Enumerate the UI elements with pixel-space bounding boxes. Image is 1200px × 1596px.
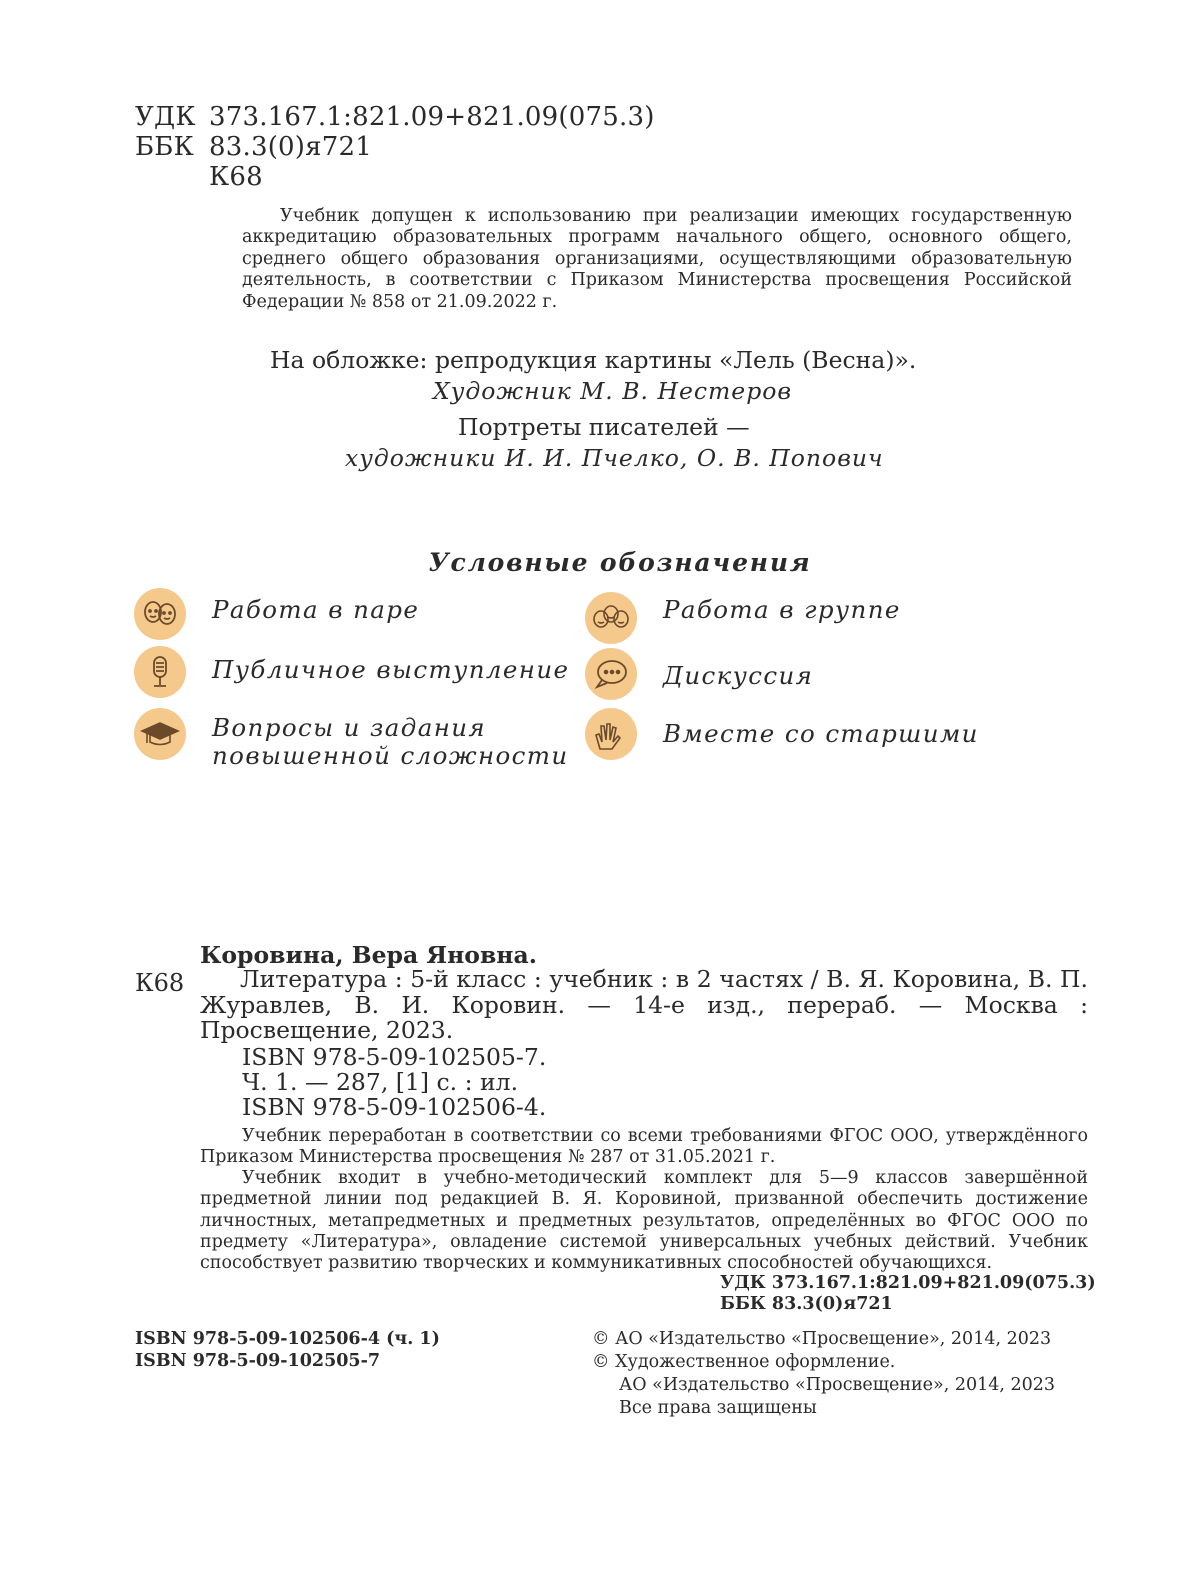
- legend-label-advanced: [212, 714, 569, 770]
- legend-label-pair: Работа в паре: [212, 595, 420, 624]
- annotation-bbk: ББК 83.3(0)я721: [720, 1294, 893, 1314]
- approval-text: Учебник допущен к использованию при реализации имеющих государственную аккредитацию образовательных программ начального общего, основного общего, среднего общего образования организациями, осуществляющими образовательную деятельность, в соответствии с Приказом Министерства просвещения Российской Федерации № 858 от 21.09.2022 г.: [242, 206, 1072, 312]
- legend-label-public: Публичное выступление: [212, 655, 570, 684]
- legend-label-group: Работа в группе: [663, 595, 901, 624]
- annotation-udk: УДК 373.167.1:821.09+821.09(075.3): [720, 1273, 1096, 1293]
- annotation-para1: Учебник переработан в соответствии со всеми требованиями ФГОС ООО, утверждённого Приказом Министерства просвещения № 287 от 31.05.2021 г.: [200, 1126, 1088, 1168]
- udk-line: [135, 102, 655, 132]
- pair-work-icon: [134, 588, 186, 640]
- footer-isbn-part: ISBN 978-5-09-102506-4 (ч. 1): [135, 1329, 440, 1349]
- bib-author: Коровина, Вера Яновна.: [200, 941, 537, 969]
- legend-label-advanced-line2: повышенной сложности: [212, 741, 569, 770]
- graduation-cap-icon: [134, 708, 186, 760]
- group-work-icon: [585, 592, 637, 644]
- bbk-line: [135, 132, 372, 162]
- bib-main: Литература : 5-й класс : учебник : в 2 частях / В. Я. Коровина, В. П. Журавлев, В. И. Коровин. — 14-е изд., перераб. — Москва : Просвещение, 2023.: [200, 965, 1088, 1044]
- footer-isbn-set: ISBN 978-5-09-102505-7: [135, 1351, 381, 1371]
- bib-part: Ч. 1. — 287, [1] с. : ил.: [242, 1068, 519, 1096]
- portraits-line: Портреты писателей —: [458, 413, 750, 441]
- legend-title: Условные обозначения: [428, 548, 812, 577]
- bbk-label: ББК: [135, 132, 194, 162]
- cover-line: На обложке: репродукция картины «Лель (Весна)».: [270, 346, 917, 374]
- bbk-value: 83.3(0)я721: [209, 132, 372, 162]
- annotation-para2: Учебник входит в учебно-методический комплект для 5—9 классов завершённой предметной линии под редакцией В. Я. Коровиной, призванной обеспечить достижение личностных, метапредметных и предметных результатов, определённых во ФГОС ООО по предмету «Литература», овладение системой универсальных учебных действий. Учебник способствует развитию творческих и коммуникативных способностей обучающихся.: [200, 1168, 1088, 1274]
- bib-isbn-part: ISBN 978-5-09-102506-4.: [242, 1093, 547, 1121]
- udk-value: 373.167.1:821.09+821.09(075.3): [209, 102, 655, 132]
- bib-isbn-set: ISBN 978-5-09-102505-7.: [242, 1043, 547, 1071]
- legend-label-discussion: Дискуссия: [663, 661, 814, 690]
- legend-label-elders: Вместе со старшими: [663, 719, 979, 748]
- udk-label: УДК: [135, 102, 196, 132]
- legend-label-advanced-line1: Вопросы и задания: [212, 713, 487, 742]
- microphone-icon: [134, 646, 186, 698]
- author-mark: К68: [209, 162, 263, 192]
- copyright-publisher: © АО «Издательство «Просвещение», 2014, 2023: [592, 1329, 1052, 1349]
- hands-icon: [585, 708, 637, 760]
- copyright-design: © Художественное оформление.: [592, 1352, 896, 1372]
- portraits-artists: художники И. И. Пчелко, О. В. Попович: [345, 444, 884, 472]
- bib-mark: К68: [135, 969, 185, 997]
- speech-bubble-icon: [585, 648, 637, 700]
- cover-artist: Художник М. В. Нестеров: [433, 377, 793, 405]
- rights-reserved: Все права защищены: [619, 1398, 817, 1418]
- copyright-design-publisher: АО «Издательство «Просвещение», 2014, 2023: [619, 1375, 1056, 1395]
